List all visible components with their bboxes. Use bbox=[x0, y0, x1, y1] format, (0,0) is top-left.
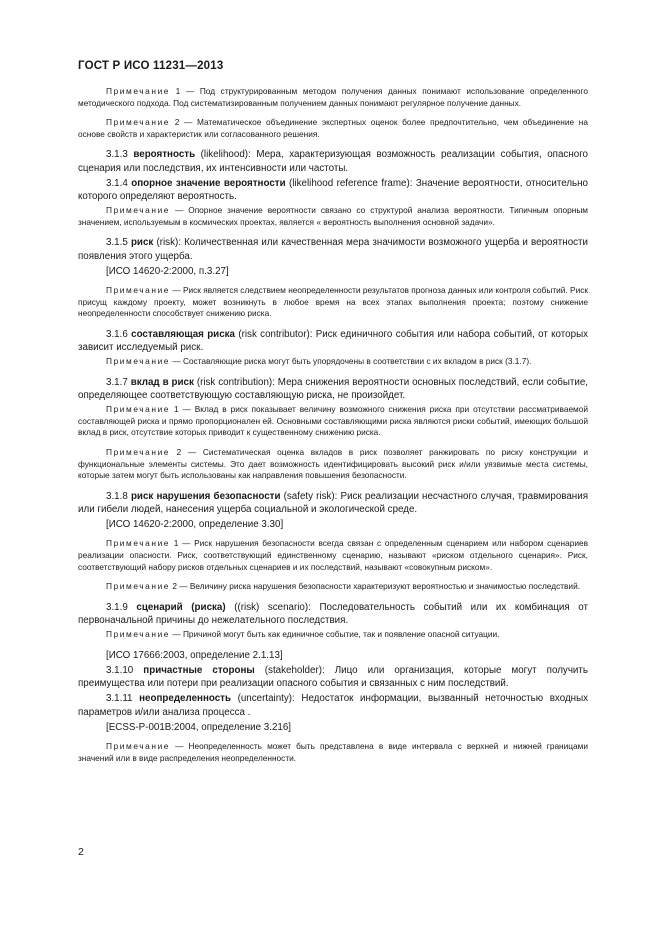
term-text: (likelihood): Мера, характеризующая возможность реализации события, опасного сценария или последствия, их интенсивности или частоты. bbox=[78, 149, 589, 174]
reference-citation: [ECSS-P-001B:2004, определение 3.216] bbox=[106, 721, 292, 733]
note-number: 2 — bbox=[170, 446, 203, 457]
term-definition bbox=[78, 664, 588, 690]
note-paragraph bbox=[78, 538, 588, 573]
page-header: ГОСТ Р ИСО 11231—2013 bbox=[78, 60, 224, 72]
note-paragraph bbox=[78, 581, 588, 593]
note-label: Примечание bbox=[106, 117, 171, 128]
note-label: Примечание bbox=[106, 446, 171, 457]
term-text: (risk): Количественная или качественная мера значимости возможного ущерба и вероятности появления этого ущерба. bbox=[78, 237, 588, 262]
term-name: вероятность bbox=[133, 149, 196, 161]
term-number: 3.1.7 bbox=[106, 376, 131, 388]
note-text: Опорное значение вероятности связано со структурой анализа вероятности. Типичным опорным значением, используемым в космических проектах, является « вероятность выполнения основной задачи». bbox=[78, 205, 588, 227]
term-text: (uncertainty): Недостаток информации, вызванный неточностью входных параметров и/или анализа процесса . bbox=[78, 693, 589, 718]
note-text: Риск нарушения безопасности всегда связан с определенным сценарием или набором сценариев реализации опасности. Риск, соответствующий единственному сценарию, называют «риском отдельного сценария». Риск, соответствующий набору рисков отдельных сценариев и их последствий, называют «совокупным риском». bbox=[78, 538, 589, 572]
note-paragraph bbox=[78, 205, 588, 228]
note-number: 2 — bbox=[170, 117, 197, 128]
note-paragraph bbox=[78, 117, 588, 140]
note-label: Примечание bbox=[106, 205, 171, 216]
note-text: Математическое объединение экспертных оценок более предпочтительно, чем объединение на основе свойств и характеристик или согласованного решения. bbox=[78, 117, 588, 139]
reference-citation: [ИСО 14620-2:2000, определение 3.30] bbox=[106, 519, 284, 531]
note-label: Примечание bbox=[106, 284, 171, 295]
note-text: Риск является следствием неопределенности результатов прогноза данных или контроля событий. Риск присущ каждому проекту, может возникнуть в любое время на всех этапах выполнения проекта; поэтому снижение неопределенности способствует снижению риска. bbox=[78, 284, 588, 319]
note-number: 1 — bbox=[170, 404, 195, 415]
term-definition bbox=[78, 236, 588, 262]
note-label: Примечание bbox=[106, 740, 171, 751]
note-label: Примечание bbox=[106, 86, 171, 96]
term-text: (risk contribution): Мера снижения вероятности основных последствий, если событие, определяющее соответствующую составляющую риска, не произойдет. bbox=[78, 376, 588, 401]
term-definition bbox=[78, 328, 588, 354]
term-definition bbox=[78, 177, 588, 203]
term-name: риск bbox=[130, 237, 154, 249]
note-label: Примечание bbox=[106, 404, 171, 415]
note-text: Причиной могут быть как единичное событие, так и появление опасной ситуации. bbox=[182, 629, 500, 640]
term-text: (stakeholder): Лицо или организация, которые могут получить преимущества или потери при реализации опасного события и связанных с ним последствий. bbox=[78, 664, 588, 690]
note-text: Систематическая оценка вкладов в риск позволяет ранжировать по риску конструкции и функциональные элементы системы. Это дает возможность идентифицировать высокий риск и/или уязвимые места системы, которые затем могут быть использованы как направления повышения безопасности. bbox=[78, 446, 588, 481]
note-number: 1 — bbox=[170, 86, 200, 96]
term-number: 3.1.11 bbox=[106, 693, 140, 705]
note-text: Неопределенность может быть представлена в виде интервала с верхней и нижней границами значений или в виде распределения неопределенности. bbox=[78, 740, 588, 763]
note-number: 2 — bbox=[170, 581, 190, 592]
note-paragraph bbox=[78, 404, 588, 439]
note-label: Примечание bbox=[106, 538, 171, 549]
note-label: Примечание bbox=[106, 581, 171, 592]
term-definition bbox=[78, 490, 588, 516]
term-name: вклад в риск bbox=[130, 376, 194, 388]
note-text: Составляющие риска могут быть упорядочены в соответствии с их вкладом в риск (3.1.7). bbox=[182, 356, 532, 367]
term-text: (safety risk): Риск реализации несчастного случая, травмирования или гибели людей, нанесения ущерба социальной и экологической среде. bbox=[78, 490, 588, 515]
term-definition bbox=[78, 601, 588, 627]
term-number: 3.1.5 bbox=[106, 237, 131, 249]
term-number: 3.1.6 bbox=[106, 328, 132, 340]
note-paragraph bbox=[78, 629, 588, 641]
note-paragraph bbox=[78, 356, 588, 368]
note-paragraph bbox=[78, 285, 588, 320]
reference-citation: [ИСО 14620-2:2000, п.3.27] bbox=[106, 265, 229, 277]
note-text: Величину риска нарушения безопасности характеризуют вероятностью и значимостью последствий. bbox=[189, 581, 581, 592]
term-definition bbox=[78, 376, 588, 402]
term-name: риск нарушения безопасности bbox=[130, 490, 281, 502]
term-number: 3.1.3 bbox=[106, 149, 134, 161]
term-definition bbox=[78, 148, 588, 174]
note-paragraph bbox=[78, 447, 588, 482]
note-number: — bbox=[170, 740, 189, 751]
document-body bbox=[78, 86, 588, 772]
term-number: 3.1.9 bbox=[106, 601, 137, 613]
note-number: — bbox=[170, 356, 183, 367]
note-paragraph bbox=[78, 741, 588, 764]
term-name: причастные стороны bbox=[143, 664, 255, 676]
note-number: — bbox=[170, 205, 189, 216]
page-number: 2 bbox=[78, 846, 84, 858]
note-label: Примечание bbox=[106, 356, 171, 367]
note-number: — bbox=[170, 629, 183, 640]
term-name: сценарий (риска) bbox=[136, 601, 226, 613]
term-name: неопределенность bbox=[139, 693, 231, 705]
term-name: опорное значение вероятности bbox=[131, 177, 286, 189]
term-name: составляющая риска bbox=[131, 328, 236, 340]
note-number: 1 — bbox=[170, 538, 195, 549]
note-label: Примечание bbox=[106, 629, 171, 640]
term-text: (risk contributor): Риск единичного события или набора событий, от которых зависит исследуемый риск. bbox=[78, 328, 589, 353]
term-text: ((risk) scenario): Последовательность событий или их комбинация от первоначальной причины до нежелательного последствия. bbox=[78, 601, 588, 626]
note-text: Под структурированным методом получения данных понимают использование определенного методического подхода. Под систематизированным получением данных понимают регулярное получение данных. bbox=[78, 86, 589, 108]
term-definition bbox=[78, 692, 588, 718]
note-number: — bbox=[170, 284, 183, 295]
note-text: Вклад в риск показывает величину возможного снижения риска при отсутствии рассматриваемой составляющей риска и прямо пропорционален ей. Основными составляющими риска являются риски событий, имеющих большой вклад в риск, отсутствие которых приводит к существенному снижению риска. bbox=[78, 404, 589, 438]
term-number: 3.1.10 bbox=[106, 664, 144, 676]
note-paragraph bbox=[78, 86, 588, 109]
term-text: (likelihood reference frame): Значение вероятности, относительно которого определяют вероятность. bbox=[78, 177, 588, 202]
reference-citation: [ИСО 17666:2003, определение 2.1.13] bbox=[106, 649, 283, 661]
term-number: 3.1.8 bbox=[106, 490, 131, 502]
term-number: 3.1.4 bbox=[106, 177, 132, 189]
